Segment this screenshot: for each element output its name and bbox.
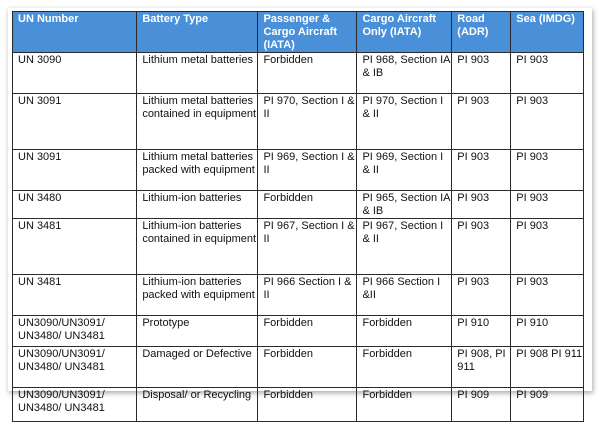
table-row [13,150,584,191]
header-un-number: UN Number [13,12,137,53]
cell-sea: PI 903 [511,94,584,150]
cell-cargo-only: PI 969, Section I & II [357,150,452,191]
table-row [13,275,584,316]
cell-un-number: UN 3481 [13,219,137,275]
header-sea: Sea (IMDG) [511,12,584,53]
cell-sea: PI 903 [511,275,584,316]
cell-cargo-only: Forbidden [357,316,452,347]
header-road: Road (ADR) [452,12,511,53]
document-sheet [8,8,592,414]
cell-cargo-only: PI 968, Section IA & IB [357,53,452,94]
cell-passenger-cargo: Forbidden [258,388,357,422]
header-battery-type: Battery Type [137,12,258,53]
cell-passenger-cargo: PI 970, Section I & II [258,94,357,150]
cell-sea: PI 903 [511,219,584,275]
cell-cargo-only: PI 970, Section I & II [357,94,452,150]
cell-cargo-only: PI 966 Section I &II [357,275,452,316]
cell-battery-type: Lithium-ion batteries contained in equipment [137,219,258,275]
table-row [13,53,584,94]
cell-cargo-only: PI 967, Section I & II [357,219,452,275]
cell-un-number: UN 3091 [13,94,137,150]
cell-un-number: UN3090/UN3091/ UN3480/ UN3481 [13,388,137,422]
cell-cargo-only: PI 965, Section IA & IB [357,191,452,219]
table-row [13,316,584,347]
header-cargo-aircraft-only: Cargo Aircraft Only (IATA) [357,12,452,53]
cell-road: PI 903 [452,275,511,316]
table-row [13,191,584,219]
cell-road: PI 909 [452,388,511,422]
cell-passenger-cargo: PI 967, Section I & II [258,219,357,275]
cell-sea: PI 909 [511,388,584,422]
table-row [13,347,584,388]
cell-un-number: UN 3481 [13,275,137,316]
cell-cargo-only: Forbidden [357,347,452,388]
battery-shipping-table [12,11,584,422]
cell-un-number: UN3090/UN3091/ UN3480/ UN3481 [13,316,137,347]
cell-sea: PI 903 [511,150,584,191]
cell-road: PI 903 [452,94,511,150]
cell-road: PI 910 [452,316,511,347]
cell-cargo-only: Forbidden [357,388,452,422]
cell-passenger-cargo: PI 969, Section I & II [258,150,357,191]
cell-un-number: UN 3091 [13,150,137,191]
table-row [13,94,584,150]
table-row [13,388,584,422]
cell-battery-type: Damaged or Defective [137,347,258,388]
cell-sea: PI 910 [511,316,584,347]
cell-sea: PI 908 PI 911 [511,347,584,388]
cell-passenger-cargo: Forbidden [258,53,357,94]
cell-sea: PI 903 [511,191,584,219]
cell-battery-type: Lithium-ion batteries packed with equipment [137,275,258,316]
cell-battery-type: Prototype [137,316,258,347]
cell-un-number: UN 3090 [13,53,137,94]
cell-passenger-cargo: Forbidden [258,316,357,347]
cell-road: PI 903 [452,150,511,191]
cell-sea: PI 903 [511,53,584,94]
cell-road: PI 903 [452,219,511,275]
cell-battery-type: Lithium metal batteries contained in equipment [137,94,258,150]
cell-battery-type: Lithium metal batteries packed with equipment [137,150,258,191]
header-passenger-cargo-aircraft: Passenger & Cargo Aircraft (IATA) [258,12,357,53]
cell-battery-type: Lithium metal batteries [137,53,258,94]
cell-battery-type: Disposal/ or Recycling [137,388,258,422]
cell-road: PI 908, PI 911 [452,347,511,388]
cell-un-number: UN3090/UN3091/ UN3480/ UN3481 [13,347,137,388]
cell-road: PI 903 [452,191,511,219]
cell-passenger-cargo: Forbidden [258,191,357,219]
cell-passenger-cargo: Forbidden [258,347,357,388]
cell-passenger-cargo: PI 966 Section I & II [258,275,357,316]
table-row [13,219,584,275]
header-row [13,12,584,53]
cell-un-number: UN 3480 [13,191,137,219]
cell-battery-type: Lithium-ion batteries [137,191,258,219]
cell-road: PI 903 [452,53,511,94]
